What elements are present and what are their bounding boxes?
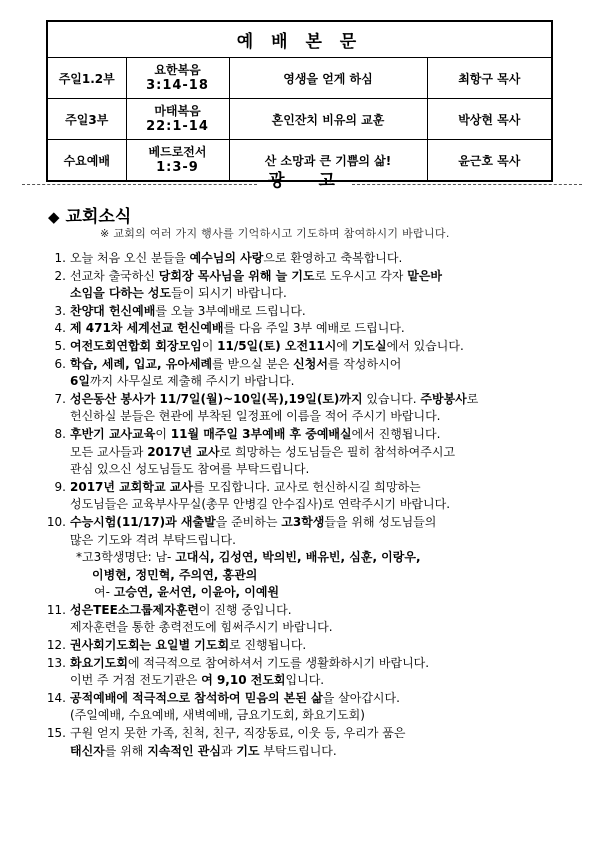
church-news-heading [48,202,131,227]
notice-text: 까지 사무실로 제출해 주시기 바랍니다. [89,374,295,389]
scripture-book: 요한복음 [154,63,201,77]
emphasized-text: 2017년 교회학교 교사 [70,479,193,494]
notice-item [46,514,576,602]
church-news-title: 교회소식 [65,207,132,227]
sermon-title: 혼인잔치 비유의 교훈 [229,99,427,140]
preacher-name: 최항구 목사 [427,58,552,99]
notice-text: 를 작성하시어 [327,356,402,371]
notice-line [70,672,576,690]
emphasized-text: 예수님의 사랑 [189,251,264,265]
notice-text: (주일예배, 수요예배, 새벽예배, 금요기도회, 화요기도회) [70,708,365,723]
scripture-ref: 22:1-14 [146,119,209,134]
emphasized-text: 당회장 목사님을 위해 늘 기도 [158,268,315,283]
scripture-book: 마태복음 [154,104,201,118]
notice-number: 11. [46,602,66,617]
emphasized-text: 성은동산 봉사가 11/7일(월)~10일(목),19일(토)까지 [70,391,363,406]
emphasized-text: 화요기도회 [70,655,128,670]
emphasized-text: 여전도회연합회 회장모임 [70,338,202,353]
notice-line [70,320,576,338]
notice-text: 제자훈련을 통한 총력전도에 힘써주시기 바랍니다. [70,620,333,635]
emphasized-text: 공적예배에 적극적으로 참석하여 믿음의 본된 삶 [70,690,323,705]
notice-line [70,426,576,444]
notice-number: 13. [46,655,66,670]
scripture-ref: 3:14-18 [146,78,209,93]
notice-line [70,707,576,725]
notice-line [70,549,576,567]
notice-text: 로 희망하는 성도님들은 필히 참석하여주시고 [219,444,456,459]
notice-text: 에 [336,338,352,353]
emphasized-text: 기도 [236,743,260,758]
notice-text: 을 준비하는 [215,514,282,529]
notice-text: 입니다. [285,673,325,688]
notice-text: 오늘 처음 오신 분들을 [70,251,190,265]
notice-text: 여- [94,585,114,600]
dashed-divider [352,184,582,185]
service-name: 주일3부 [47,99,126,140]
notice-text: 로 도우시고 각자 [314,268,408,283]
notice-line [70,584,576,602]
service-name: 수요예배 [47,140,126,182]
diamond-bullet-icon: ◆ [48,208,60,226]
notice-number: 2. [54,268,66,283]
notice-number: 3. [54,303,66,318]
notice-line [70,391,576,409]
notice-line [70,637,576,655]
emphasized-text: 고승연, 윤서연, 이윤아, 이예원 [113,585,280,600]
notice-text: 구원 얻지 못한 가족, 친척, 친구, 직장동료, 이웃 등, 우리가 품은 [70,726,406,741]
notice-text: 과 [220,743,237,758]
notice-text: 로 [466,391,479,406]
notice-line [70,408,576,426]
emphasized-text: 고대식, 김성연, 박의빈, 배유빈, 심훈, 이랑우, [175,550,421,565]
emphasized-text: 주방봉사 [420,391,467,406]
notice-line [70,655,576,673]
notice-line [70,268,576,286]
notice-number: 12. [46,638,66,653]
notice-item [46,303,576,321]
emphasized-text: 지속적인 관심 [147,743,221,758]
notice-item [46,320,576,338]
notice-text: 선교차 출국하신 [70,268,159,283]
notice-text: 를 받으실 분은 [212,356,294,371]
worship-row [47,99,552,140]
notice-text: 에서 진행됩니다. [351,426,441,441]
notice-text: 에 적극적으로 참여하셔서 기도를 생활화하시기 바랍니다. [127,655,430,670]
notice-number: 5. [54,338,66,353]
announcements-title: 광 고 [268,171,349,191]
notice-item [46,690,576,725]
emphasized-text: 태신자 [70,743,105,758]
preacher-name: 윤근호 목사 [427,140,552,182]
emphasized-text: 11/5일(토) 오전11시 [217,338,337,353]
notice-item [46,338,576,356]
emphasized-text: 후반기 교사교육 [70,426,156,441]
notice-text: 헌신하실 분들은 현관에 부착된 일정표에 이름을 적어 주시기 바랍니다. [70,409,441,424]
notice-line [70,532,576,550]
notice-line [70,444,576,462]
notice-item [46,479,576,514]
preacher-name: 박상현 목사 [427,99,552,140]
emphasized-text: 학습, 세례, 입교, 유아세례 [70,356,213,371]
notice-line [70,619,576,637]
notice-number: 9. [54,479,66,494]
notice-number: 4. [54,321,66,336]
emphasized-text: 여 9,10 전도회 [201,673,286,688]
notice-item [46,250,576,268]
notice-text: 이 진행 중입니다. [198,602,292,617]
emphasized-text: 제 471차 세계선교 헌신예배 [70,321,224,336]
notice-line [70,373,576,391]
notice-line [70,725,576,743]
notice-line [70,690,576,708]
notice-text: 많은 기도와 격려 부탁드립니다. [70,532,236,547]
notice-item [46,391,576,426]
notice-line [70,461,576,479]
emphasized-text: 신청서 [293,356,328,371]
scripture-book: 베드로전서 [148,145,207,159]
scripture-passage [126,99,229,140]
emphasized-text: 수능시험(11/17)과 새출발 [70,514,216,529]
notice-text: 이번 주 거점 전도기관은 [70,673,202,688]
notice-number: 14. [46,690,66,705]
emphasized-text: 이병현, 정민혁, 주의연, 홍관의 [92,567,258,582]
notice-text: 이 [155,426,171,441]
emphasized-text: 2017년 교사 [147,444,220,459]
notice-text: 으로 환영하고 축복합니다. [263,251,403,265]
notice-text: 를 오늘 3부예배로 드립니다. [155,303,306,318]
notice-text: 에서 있습니다. [386,338,464,353]
notice-text: 를 다음 주일 3부 예배로 드립니다. [223,321,405,336]
notice-text: 관심 있으신 성도님들도 참여를 부탁드립니다. [70,462,310,477]
scripture-ref: 1:3-9 [156,160,199,175]
emphasized-text: 11월 매주일 3부예배 후 중예배실 [170,426,352,441]
notice-text: 있습니다. [362,391,421,406]
church-news-subtitle: ※ 교회의 여러 가지 행사를 기억하시고 기도하며 참여하시기 바랍니다. [100,227,450,240]
sermon-title: 산 소망과 큰 기쁨의 삶! [229,140,427,182]
notice-line [70,303,576,321]
dashed-divider [22,184,257,185]
notice-text: *고3학생명단: 남- [76,550,176,565]
notice-item [46,268,576,303]
notice-item [46,725,576,760]
notice-line [70,356,576,374]
notice-text: 이 [201,338,218,353]
worship-table-title: 예 배 본 문 [47,21,552,58]
notice-line [70,479,576,497]
emphasized-text: 찬양대 헌신예배 [70,303,156,318]
notice-line [70,602,576,620]
notice-number: 7. [54,391,66,406]
notice-text: 부탁드립니다. [259,743,337,758]
notice-line [70,743,576,761]
notice-text: 을 살아갑시다. [322,690,400,705]
notice-line [70,514,576,532]
notice-line [70,496,576,514]
notice-item [46,655,576,690]
notice-line [70,338,576,356]
announcements-header [22,166,582,190]
notice-item [46,602,576,637]
notice-item [46,356,576,391]
emphasized-text: 맡은바 [407,268,442,283]
emphasized-text: 고3학생 [281,514,325,529]
scripture-passage [126,58,229,99]
notice-number: 10. [46,514,66,529]
notice-item [46,637,576,655]
notice-number: 15. [46,726,66,741]
notice-text: 를 모집합니다. 교사로 헌신하시길 희망하는 [192,479,421,494]
notice-text: 로 진행됩니다. [229,638,307,653]
notice-item [46,426,576,479]
notice-list [46,250,576,760]
worship-row [47,58,552,99]
notice-text: 들을 위해 성도님들의 [324,514,437,529]
emphasized-text: 6일 [70,374,90,389]
notice-number: 1. [54,251,66,265]
notice-text: 들이 되시기 바랍니다. [171,286,287,301]
emphasized-text: 권사회기도회는 요일별 기도회 [70,638,230,653]
notice-line [70,285,576,303]
service-name: 주일1.2부 [47,58,126,99]
notice-text: 성도님들은 교육부사무실(총무 안병길 안수집사)로 연락주시기 바랍니다. [70,497,451,512]
notice-line [70,250,576,268]
emphasized-text: 기도실 [351,338,387,353]
notice-text: 모든 교사들과 [70,444,148,459]
emphasized-text: 성은TEE소그룹제자훈련 [70,602,199,617]
notice-number: 8. [54,426,66,441]
notice-line [70,567,576,585]
worship-schedule-table [46,20,553,182]
notice-number: 6. [54,356,66,371]
notice-text: 를 위해 [104,743,148,758]
sermon-title: 영생을 얻게 하심 [229,58,427,99]
emphasized-text: 소임을 다하는 성도 [70,286,172,301]
